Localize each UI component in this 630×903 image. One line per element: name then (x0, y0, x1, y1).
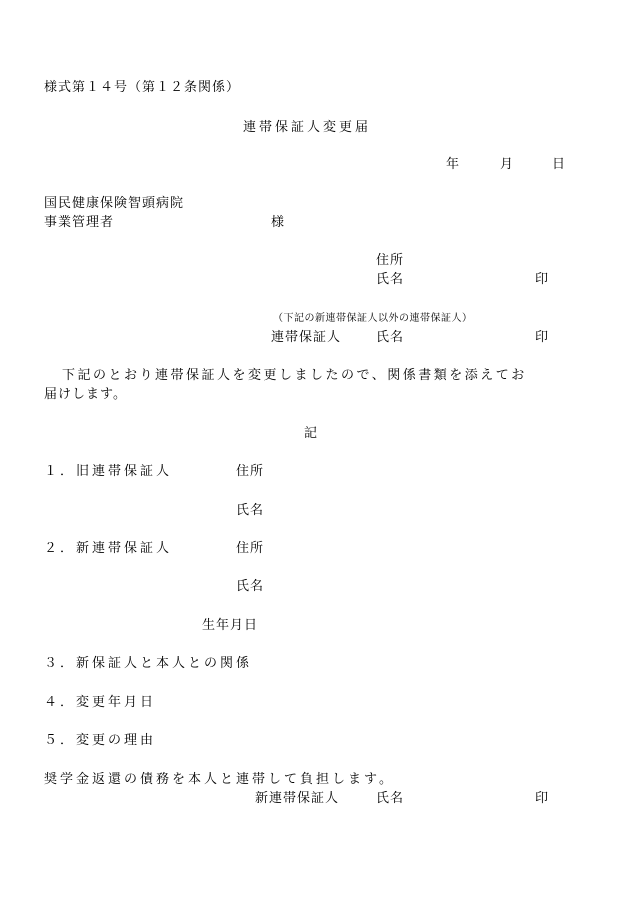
item4-label: ４．変更年月日 (44, 695, 157, 710)
closing-statement: 奨学金返還の債務を本人と連帯して負担します。 (44, 772, 395, 787)
date-month: 月 (500, 157, 515, 172)
recipient-honorific: 様 (271, 215, 286, 230)
closing-guarantor-label: 新連帯保証人 (255, 791, 340, 806)
item2-birthdate-label: 生年月日 (202, 618, 259, 633)
item1-label: １．旧連帯保証人 (44, 464, 173, 479)
body-text-line2: 届けします。 (44, 387, 127, 402)
body-text-line1: 下記のとおり連帯保証人を変更しましたので、関係書類を添えてお (62, 368, 527, 383)
closing-name-label: 氏名 (376, 791, 405, 806)
other-guarantor-seal: 印 (535, 330, 550, 345)
applicant-name-label: 氏名 (376, 272, 405, 287)
recipient-hospital: 国民健康保険智頭病院 (44, 196, 185, 211)
form-number: 様式第１４号（第１２条関係） (44, 80, 241, 95)
other-guarantor-name-label: 氏名 (376, 330, 405, 345)
item2-name-label: 氏名 (236, 579, 265, 594)
other-guarantor-note: （下記の新連帯保証人以外の連帯保証人） (273, 313, 473, 324)
item1-name-label: 氏名 (236, 503, 265, 518)
ki-heading: 記 (304, 426, 319, 441)
applicant-address-label: 住所 (376, 253, 405, 268)
item3-label: ３．新保証人と本人との関係 (44, 656, 253, 671)
date-year: 年 (446, 157, 461, 172)
item5-label: ５．変更の理由 (44, 733, 157, 748)
item2-label: ２．新連帯保証人 (44, 541, 173, 556)
applicant-seal: 印 (535, 272, 550, 287)
document-title: 連帯保証人変更届 (243, 120, 372, 135)
recipient-manager: 事業管理者 (44, 215, 115, 230)
other-guarantor-label: 連帯保証人 (271, 330, 342, 345)
item2-address-label: 住所 (236, 541, 265, 556)
date-day: 日 (552, 157, 567, 172)
closing-seal: 印 (535, 791, 550, 806)
item1-address-label: 住所 (236, 464, 265, 479)
